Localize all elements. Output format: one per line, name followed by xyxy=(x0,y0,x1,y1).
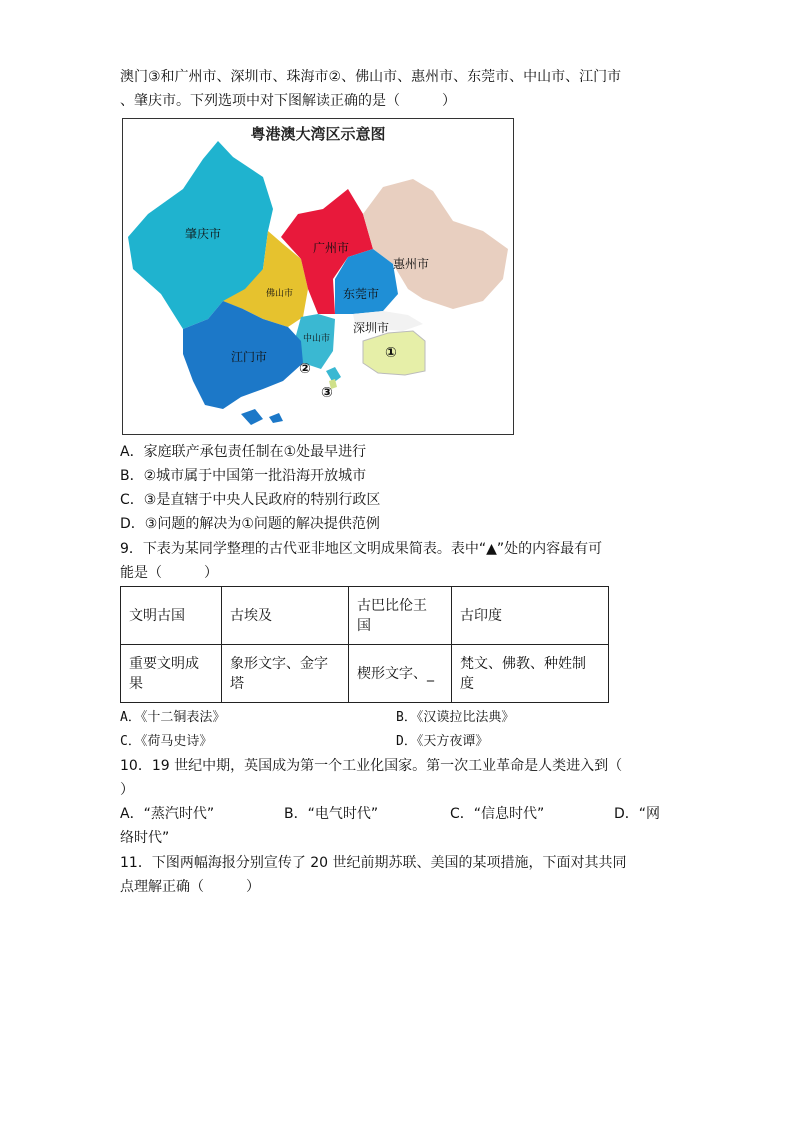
label-guangzhou: 广州市 xyxy=(313,241,350,255)
table-cell-achievements-label xyxy=(121,645,222,703)
q10-option-a: A．“蒸汽时代” xyxy=(120,806,215,822)
q9-option-c: C．《荷马史诗》 xyxy=(120,734,213,749)
q9-option-d: D．《天方夜谭》 xyxy=(396,734,489,749)
table-cell-header-babylon xyxy=(349,587,452,645)
label-jiangmen: 江门市 xyxy=(231,350,268,364)
cell-line: 重要文明成 xyxy=(129,655,199,672)
marker-3: ③ xyxy=(321,385,333,401)
table-cell-header-india: 古印度 xyxy=(452,587,609,645)
cell-line: 度 xyxy=(460,675,474,692)
civilization-table xyxy=(120,586,609,703)
q9-line-1: 9．下表为某同学整理的古代亚非地区文明成果简表。表中“▲”处的内容最有可 xyxy=(120,541,603,557)
q10-option-d-cont: 络时代” xyxy=(120,830,170,846)
q11-line-2: 点理解正确（ ） xyxy=(120,879,260,895)
q9-option-a: A．《十二铜表法》 xyxy=(120,710,226,725)
q8-option-a: A．家庭联产承包责任制在①处最早进行 xyxy=(120,444,367,460)
label-shenzhen: 深圳市 xyxy=(353,321,390,335)
label-dongguan: 东莞市 xyxy=(343,287,380,301)
map-shapes xyxy=(123,119,513,434)
q8-option-d: D．③问题的解决为①问题的解决提供范例 xyxy=(120,516,380,532)
q8-option-b: B．②城市属于中国第一批沿海开放城市 xyxy=(120,468,367,484)
cell-line: 梵文、佛教、种姓制 xyxy=(460,655,586,672)
q8-option-c: C．③是直辖于中央人民政府的特别行政区 xyxy=(120,492,381,508)
q9-option-b: B．《汉谟拉比法典》 xyxy=(396,710,515,725)
table-cell-egypt-achievements xyxy=(222,645,349,703)
greater-bay-area-map xyxy=(122,118,514,435)
cell-line: 国 xyxy=(357,617,371,634)
q10-line-1: 10．19 世纪中期，英国成为第一个工业化国家。第一次工业革命是人类进入到（ xyxy=(120,758,623,774)
cell-line: 塔 xyxy=(230,675,244,692)
table-row xyxy=(121,587,609,645)
table-cell-india-achievements xyxy=(452,645,609,703)
marker-2: ② xyxy=(299,361,311,377)
q9-line-2: 能是（ ） xyxy=(120,565,218,581)
q10-option-b: B．“电气时代” xyxy=(284,806,379,822)
cell-line: 古巴比伦王 xyxy=(357,597,427,614)
table-cell-babylon-achievements: 楔形文字、_ xyxy=(349,645,452,703)
table-row xyxy=(121,645,609,703)
cell-line: 象形文字、金字 xyxy=(230,655,328,672)
label-zhaoqing: 肇庆市 xyxy=(185,227,222,241)
intro-line-2: 、肇庆市。下列选项中对下图解读正确的是（ ） xyxy=(120,93,456,109)
label-foshan: 佛山市 xyxy=(266,289,294,299)
table-cell-header-civilization: 文明古国 xyxy=(121,587,222,645)
intro-line-1: 澳门③和广州市、深圳市、珠海市②、佛山市、惠州市、东莞市、中山市、江门市 xyxy=(120,69,622,85)
region-jiangmen-islands xyxy=(241,409,283,425)
label-huizhou: 惠州市 xyxy=(393,257,430,271)
map-title: 粤港澳大湾区示意图 xyxy=(250,125,386,143)
cell-line: 果 xyxy=(129,675,143,692)
q10-line-2: ） xyxy=(120,782,134,798)
marker-1: ① xyxy=(385,345,397,361)
table-cell-header-egypt: 古埃及 xyxy=(222,587,349,645)
q11-line-1: 11．下图两幅海报分别宣传了 20 世纪前期苏联、美国的某项措施，下面对其共同 xyxy=(120,855,627,871)
label-zhongshan: 中山市 xyxy=(303,334,331,344)
q10-option-d: D．“网 xyxy=(614,806,661,822)
q10-option-c: C．“信息时代” xyxy=(450,806,545,822)
